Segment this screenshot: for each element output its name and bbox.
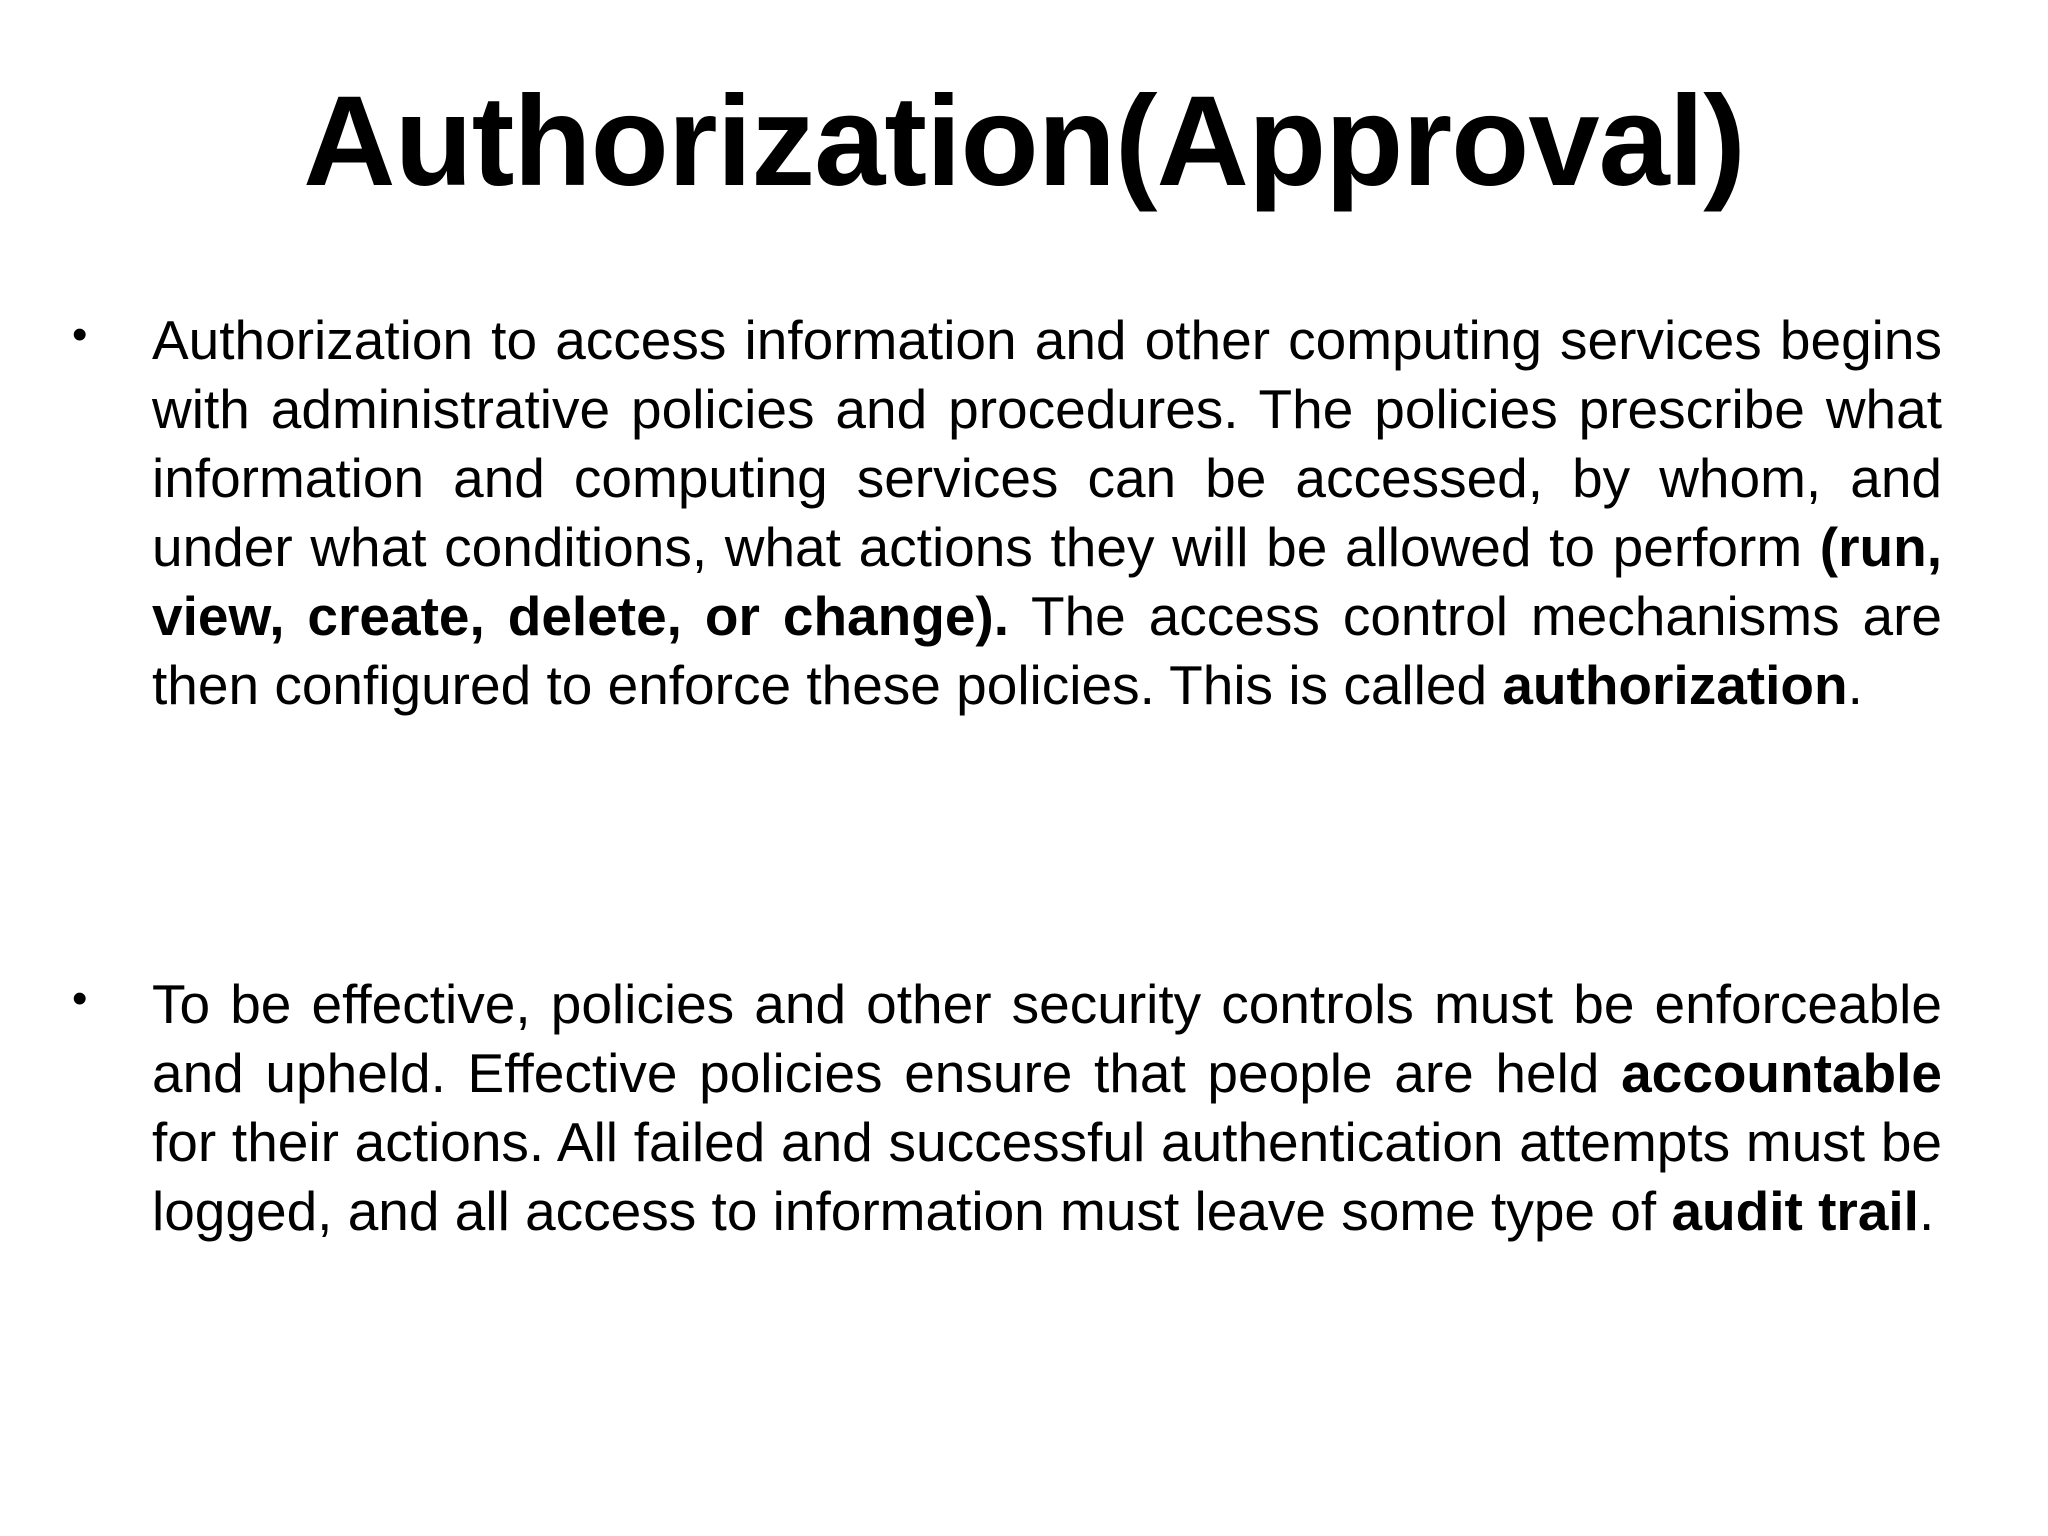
slide-title: Authorization(Approval) bbox=[303, 70, 1745, 213]
text-segment: Authorization to access information and other computing services begins with administrative policies and procedures. The policies prescribe what information and computing services can be accessed, by whom, and under what conditions, what actions they will be allowed to perform bbox=[152, 309, 1942, 578]
text-segment: . bbox=[1918, 1180, 1935, 1242]
text-segment: for their actions. All failed and successful authentication attempts must be logged, and all access to information must leave some type of bbox=[152, 1111, 1942, 1242]
bullet-text bbox=[152, 973, 1942, 1242]
bold-segment: authorization bbox=[1502, 654, 1848, 716]
bold-segment: audit trail bbox=[1671, 1180, 1919, 1242]
bullet-item-effective-policies bbox=[72, 970, 1942, 1246]
bullet-dot-icon: • bbox=[72, 974, 88, 1023]
bold-segment: accountable bbox=[1621, 1042, 1942, 1104]
bold-segment: (run, view, create, delete, or change). bbox=[152, 516, 1942, 647]
text-segment: . bbox=[1847, 654, 1863, 716]
bullet-text bbox=[152, 309, 1942, 716]
text-segment: To be effective, policies and other security controls must be enforceable and upheld. Effective policies ensure that people are held bbox=[152, 973, 1942, 1104]
text-segment: The access control mechanisms are then configured to enforce these policies. This is called bbox=[152, 585, 1943, 716]
bullet-dot-icon: • bbox=[72, 310, 88, 359]
bullet-item-authorization bbox=[72, 306, 1943, 720]
